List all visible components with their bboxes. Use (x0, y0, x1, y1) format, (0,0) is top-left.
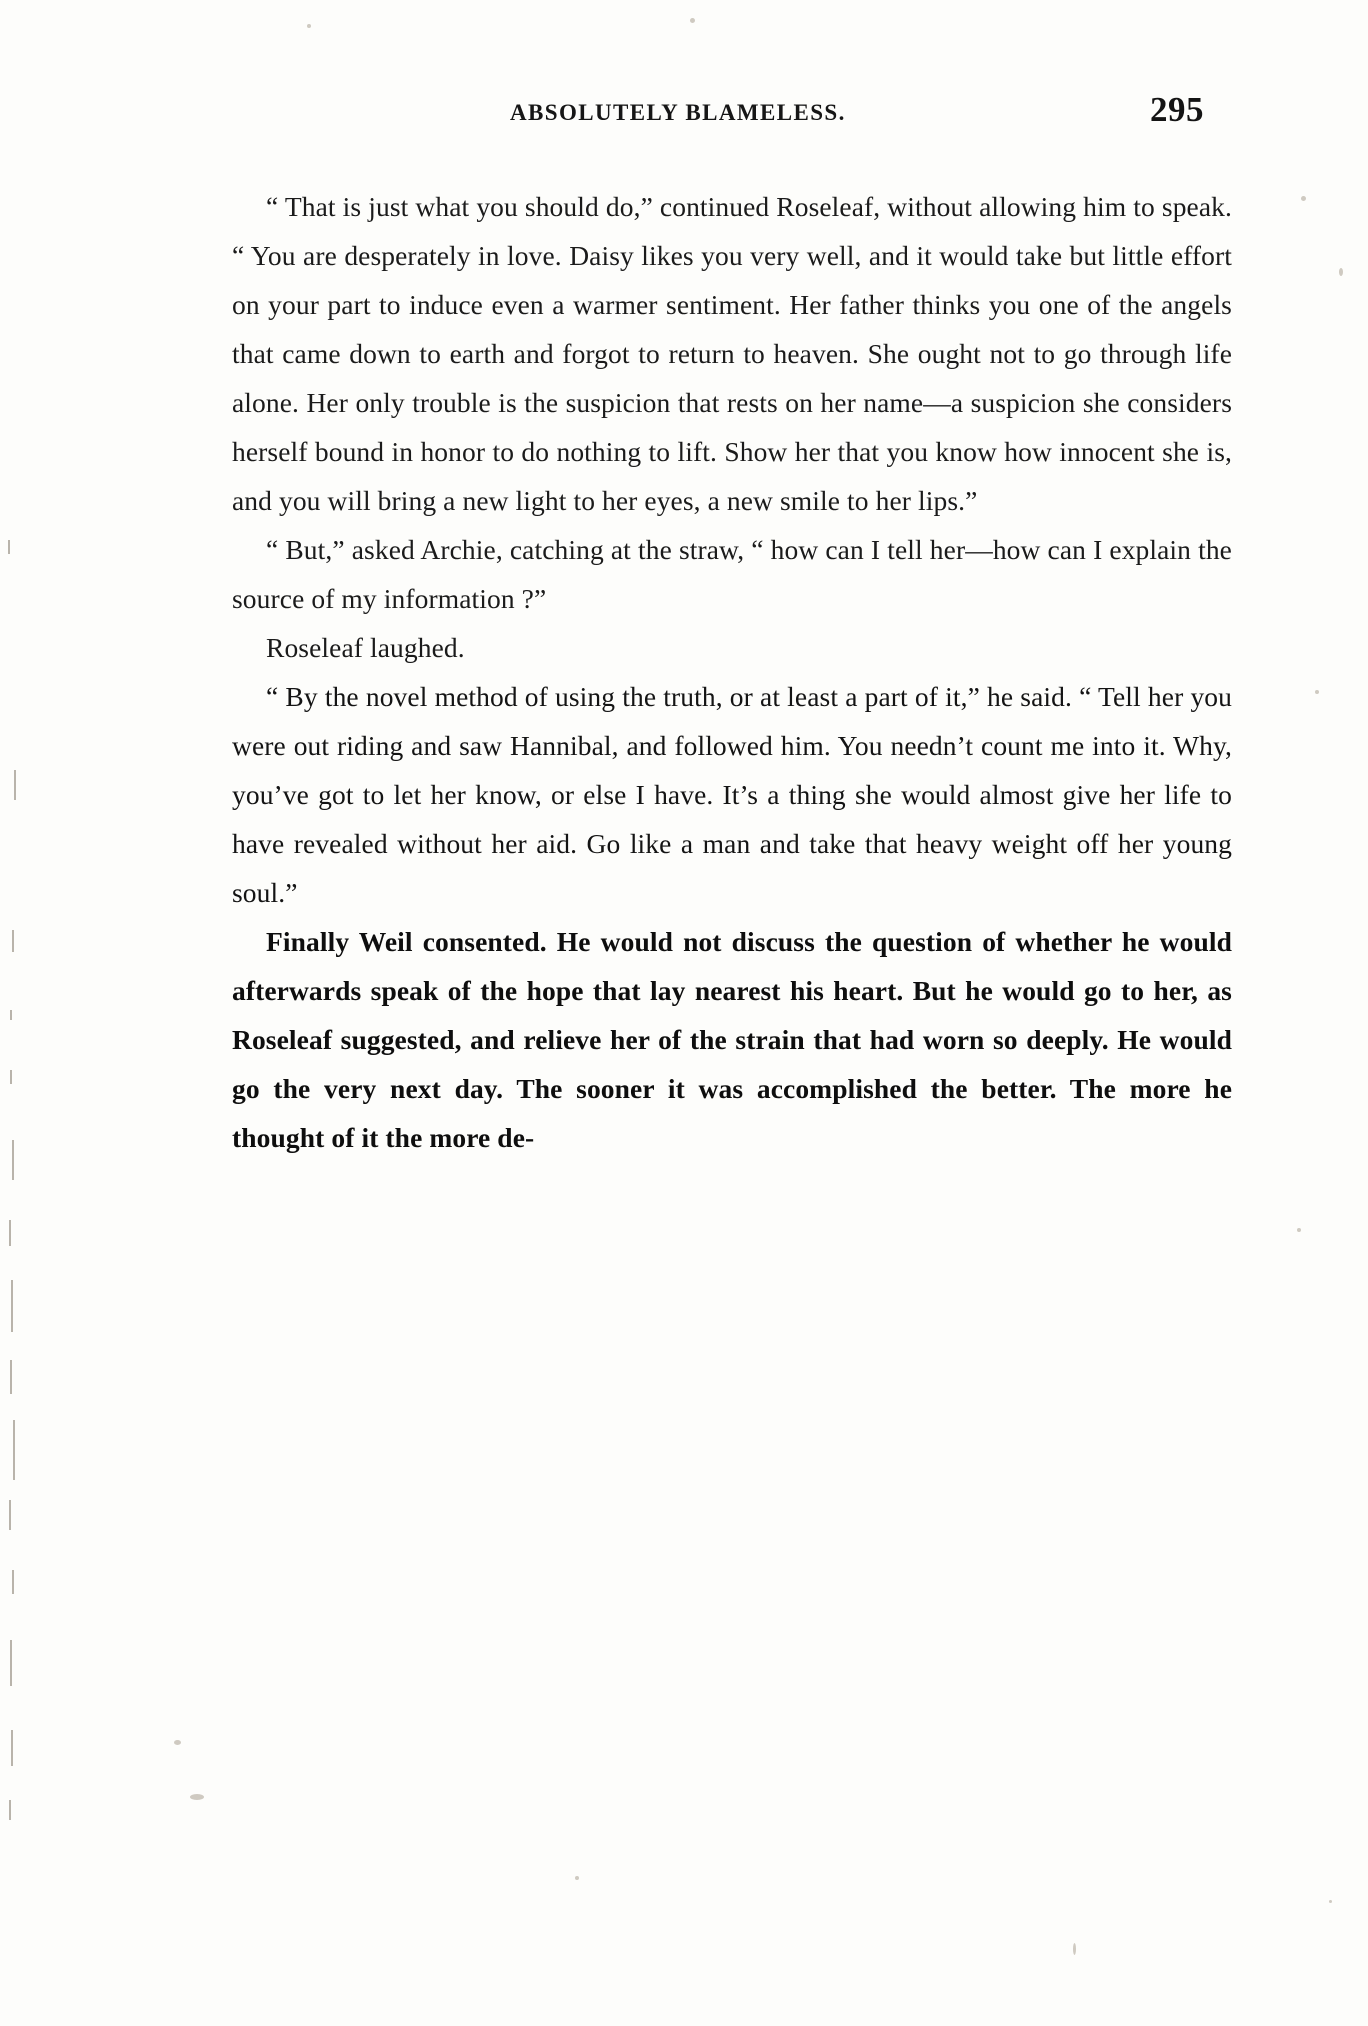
paragraph-text: “ By the novel method of using the truth, or at least a part of it,” he said. “ Tell her you were out riding and saw Hannibal, and followed him. You needn’t count me into it. Why, you’ve got to let her know, or else I have. It’s a thing she would almost give her life to have revealed without her aid. Go like a man and take that heavy weight off her young soul.” (232, 681, 1232, 908)
paragraph-text: “ That is just what you should do,” continued Roseleaf, without allowing him to speak. “ You are desperately in love. Daisy likes you very well, and it would take but little effort on your part to induce even a warmer sentiment. Her father thinks you one of the angels that came down to earth and forgot to return to heaven. She ought not to go through life alone. Her only trouble is the suspicion that rests on her name—a suspicion she considers herself bound in honor to do nothing to lift. Show her that you know how innocent she is, and you will bring a new light to her eyes, a new smile to her lips.” (232, 191, 1232, 516)
page-body (232, 182, 1232, 1162)
paragraph (232, 917, 1232, 1162)
paragraph-text: Finally Weil consented. He would not discuss the question of whether he would afterwards speak of the hope that lay nearest his heart. But he would go to her, as Roseleaf suggested, and relieve her of the strain that had worn so deeply. He would go the very next day. The sooner it was accomplished the better. The more he thought of it the more de- (232, 926, 1232, 1153)
scan-gutter-artifacts (0, 540, 26, 1860)
running-head-title: ABSOLUTELY BLAMELESS. (510, 100, 846, 125)
paragraph (232, 525, 1232, 623)
paragraph-text: “ But,” asked Archie, catching at the straw, “ how can I tell her—how can I explain the source of my information ?” (232, 534, 1232, 614)
paragraph (232, 672, 1232, 917)
paragraph-text: Roseleaf laughed. (266, 632, 465, 663)
running-head (0, 90, 1368, 140)
page-number: 295 (1150, 90, 1204, 129)
paragraph (232, 623, 1232, 672)
paragraph (232, 182, 1232, 525)
